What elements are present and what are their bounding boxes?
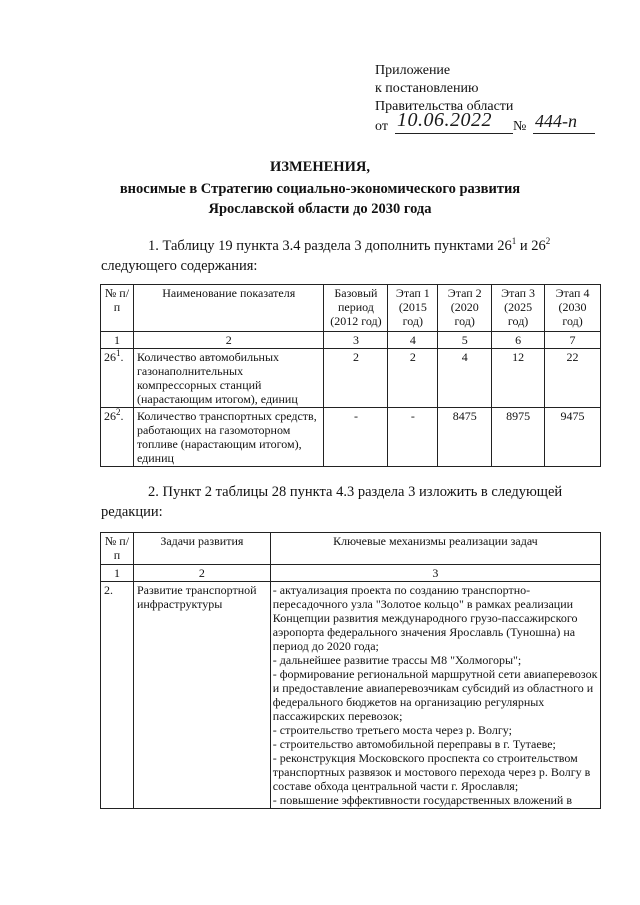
table1-header-row (101, 285, 601, 332)
value-cell: 2 (324, 349, 388, 408)
indicators-table (100, 284, 601, 467)
row-number: $26^1$. (101, 349, 134, 408)
table2-header-cell: № п/п (101, 533, 134, 565)
table2-col-number: 3 (270, 565, 600, 582)
handwritten-date: 10.06.2022 (397, 109, 492, 131)
table1-header-cell: № п/п (101, 285, 134, 332)
paragraph-1-text-a: 1. Таблицу 19 пункта 3.4 раздела 3 дополнить пунктами 26 (148, 238, 512, 254)
table1-col-number: 4 (388, 332, 438, 349)
table-row (101, 349, 601, 408)
date-underline (395, 133, 513, 134)
paragraph-1-text-b: и 26 (516, 238, 546, 254)
table1-col-number: 1 (101, 332, 134, 349)
value-cell: 22 (545, 349, 601, 408)
table2-number-row (101, 565, 601, 582)
table1-header-cell: Наименование показателя (133, 285, 324, 332)
doc-subtitle-1: вносимые в Стратегию социально-экономического развития (119, 181, 521, 197)
table2-header-cell: Ключевые механизмы реализации задач (270, 533, 600, 565)
table1-col-number: 5 (438, 332, 492, 349)
handwritten-number: 444-п (535, 111, 577, 131)
paragraph-1-sup-b: 2 (545, 236, 551, 247)
table1-header-cell: Этап 1 (2015 год) (388, 285, 438, 332)
table-row (101, 408, 601, 467)
paragraph-2: 2. Пункт 2 таблицы 28 пункта 4.3 раздела 3 изложить в следующей (148, 484, 563, 500)
table2-header-row (101, 533, 601, 565)
list-item: - формирование региональной маршрутной сети авиаперевозок и предоставление авиаперевозчикам субсидий из областного и федерального бюджетов на организацию регулярных пассажирских перевозок; (272, 667, 598, 723)
indicator-name: Количество транспортных средств, работающих на газомоторном топливе (нарастающим итогом), единиц (133, 408, 324, 467)
indicator-name: Количество автомобильных газонаполнительных компрессорных станций (нарастающим итогом), единиц (133, 349, 324, 408)
value-cell: 12 (492, 349, 545, 408)
number-underline (533, 133, 595, 134)
value-cell: 2 (388, 349, 438, 408)
table2-header-cell: Задачи развития (133, 533, 270, 565)
table1-header-cell: Этап 2 (2020 год) (438, 285, 492, 332)
paragraph-2-line-2: редакции: (101, 504, 163, 520)
date-prefix: от (375, 119, 388, 134)
task-name: Развитие транспортной инфраструктуры (133, 582, 270, 809)
table1-header-cell: Этап 4 (2030 год) (545, 285, 601, 332)
doc-title: ИЗМЕНЕНИЯ, (270, 159, 370, 175)
table1-header-cell: Базовый период (2012 год) (324, 285, 388, 332)
table1-col-number: 2 (133, 332, 324, 349)
list-item: - строительство автомобильной переправы в г. Тутаеве; (272, 737, 556, 751)
table1-number-row (101, 332, 601, 349)
table2-col-number: 1 (101, 565, 134, 582)
table1-col-number: 7 (545, 332, 601, 349)
value-cell: - (388, 408, 438, 467)
row-number: 2. (101, 582, 134, 809)
table-row (101, 582, 601, 809)
table2-col-number: 2 (133, 565, 270, 582)
list-item: - повышение эффективности государственных вложений в (272, 793, 573, 807)
value-cell: 8975 (492, 408, 545, 467)
appendix-label: Приложение (375, 63, 451, 78)
list-item: - дальнейшее развитие трассы М8 "Холмогоры"; (272, 653, 522, 667)
government-label: Правительства области (375, 99, 514, 114)
paragraph-1 (101, 236, 601, 256)
value-cell: 9475 (545, 408, 601, 467)
list-item: - реконструкция Московского проспекта со строительством транспортных развязок и мостового перехода через р. Волгу в составе обхода центральной части г. Ярославля; (272, 751, 591, 793)
number-prefix: № (513, 119, 527, 134)
doc-subtitle-2: Ярославской области до 2030 года (208, 201, 432, 217)
paragraph-1-sup-a: 1 (511, 236, 517, 247)
value-cell: 8475 (438, 408, 492, 467)
list-item: - строительство третьего моста через р. Волгу; (272, 723, 512, 737)
table1-col-number: 3 (324, 332, 388, 349)
value-cell: - (324, 408, 388, 467)
value-cell: 4 (438, 349, 492, 408)
table1-header-cell: Этап 3 (2025 год) (492, 285, 545, 332)
resolution-label: к постановлению (375, 81, 479, 96)
row-number: $26^2$. (101, 408, 134, 467)
paragraph-1-line-2: следующего содержания: (101, 258, 258, 274)
table1-col-number: 6 (492, 332, 545, 349)
list-item: - актуализация проекта по созданию транспортно-пересадочного узла "Золотое кольцо" в рамках реализации Концепции развития международного грузо-пассажирского аэропорта федерального значения Ярославль (Туношна) на период до 2020 года; (272, 583, 578, 653)
tasks-table (100, 532, 601, 809)
mechanisms-cell (270, 582, 600, 809)
